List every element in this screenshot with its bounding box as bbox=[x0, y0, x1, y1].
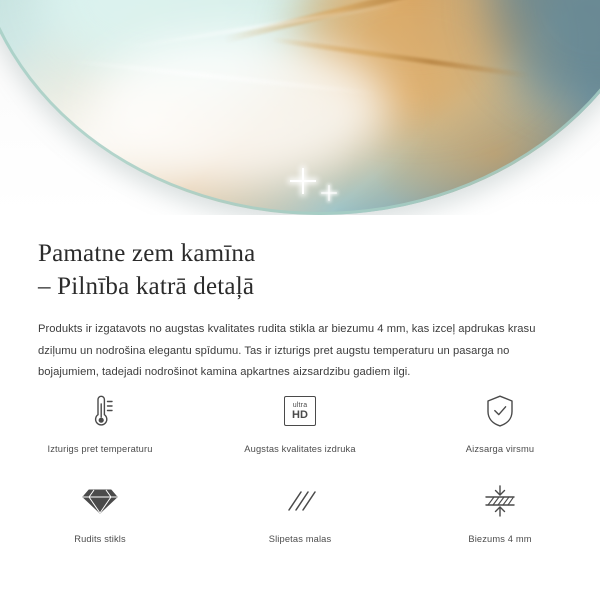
smoke-blob-white bbox=[90, 35, 390, 185]
feature-grid bbox=[0, 390, 600, 544]
feature-label: Izturigs pret temperaturu bbox=[47, 444, 153, 454]
feature-item-surface-protection bbox=[400, 390, 600, 454]
diamond-icon bbox=[73, 480, 127, 522]
body-paragraph: Produkts ir izgatavots no augstas kvalitates rudita stikla ar biezumu 4 mm, kas izceļ apdrukas krasu dziļumu un nodrošina elegantu spīdumu. Tas ir izturigs pret augstu temperaturu un pasarga no bojajumiem, tadejadi nodrošinot kamina apkartnes aizsardzibu gadiem ilgi. bbox=[38, 323, 536, 378]
text-content bbox=[0, 215, 600, 384]
feature-item-print-quality bbox=[200, 390, 400, 454]
feature-item-temperature bbox=[0, 390, 200, 454]
shield-check-icon bbox=[473, 390, 527, 432]
ultra-hd-icon bbox=[273, 390, 327, 432]
ultra-hd-badge-bottom: HD bbox=[292, 408, 308, 421]
feature-label: Slipetas malas bbox=[268, 534, 332, 544]
headline-line-2: – Pilnība katrā detaļā bbox=[38, 273, 255, 300]
page-title bbox=[0, 215, 600, 303]
feature-item-thickness bbox=[400, 480, 600, 544]
thermometer-icon bbox=[73, 390, 127, 432]
feature-item-polished-edges bbox=[200, 480, 400, 544]
smoke-blob-slate bbox=[490, 0, 600, 105]
feature-label: Biezums 4 mm bbox=[468, 534, 532, 544]
thickness-icon bbox=[473, 480, 527, 522]
feature-item-tempered-glass bbox=[0, 480, 200, 544]
polished-edges-icon bbox=[273, 480, 327, 522]
feature-label: Aizsarga virsmu bbox=[465, 444, 535, 454]
ultra-hd-badge-top: ultra bbox=[292, 401, 308, 409]
hero-image bbox=[0, 0, 600, 215]
headline-line-1: Pamatne zem kamīna bbox=[38, 240, 256, 267]
feature-label: Augstas kvalitates izdruka bbox=[244, 444, 356, 454]
feature-label: Rudits stikls bbox=[74, 534, 126, 544]
